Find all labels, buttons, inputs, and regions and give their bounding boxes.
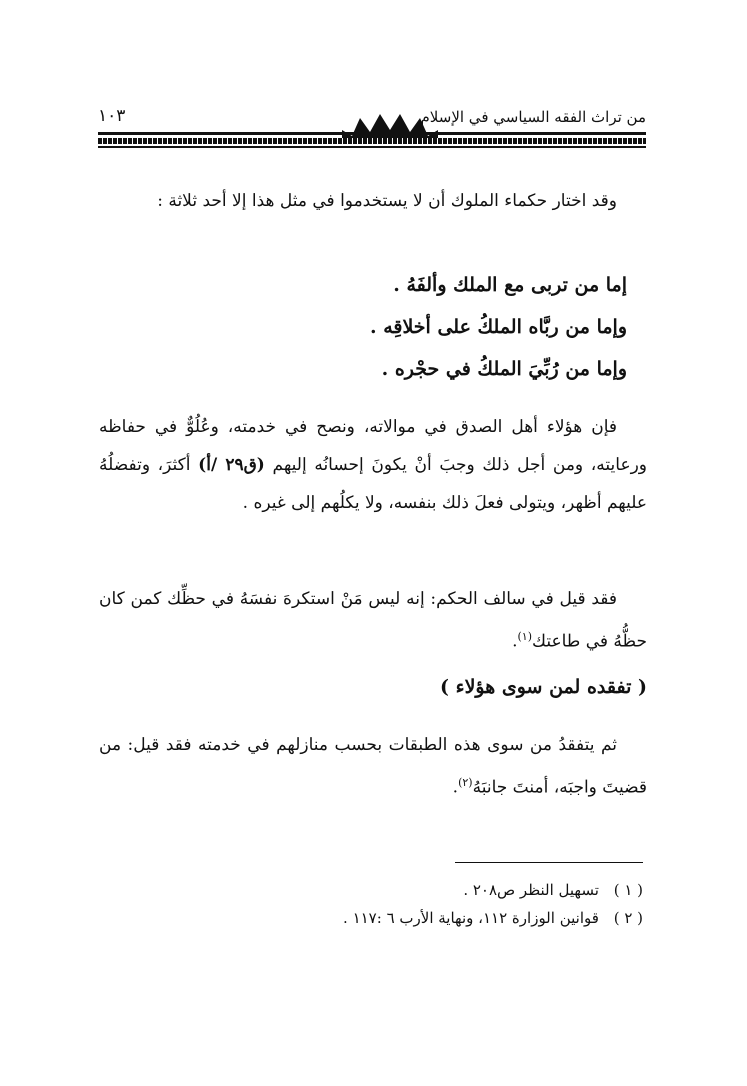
- footnote-number: ( ١ ): [613, 881, 643, 899]
- list-item: وإما من رُبِّيَ الملكُ في حجْره .: [381, 358, 627, 380]
- footnote-marker-2: (٢): [458, 776, 473, 789]
- paragraph-4-end: .: [452, 777, 459, 798]
- manuscript-folio-ref: (ق٢٩ /أ): [198, 455, 265, 475]
- paragraph-2: [99, 408, 647, 522]
- header-rule-top: [98, 132, 646, 135]
- page-number: ١٠٣: [98, 106, 126, 126]
- header-rule-bottom: [98, 146, 646, 148]
- header-title: من تراث الفقه السياسي في الإسلام: [420, 108, 646, 126]
- section-heading: ( تفقده لمن سوى هؤلاء ): [440, 676, 647, 698]
- footnote: [83, 904, 643, 932]
- paragraph-4-text: ثم يتفقدُ من سوى هذه الطبقات بحسب منازلهم في خدمته فقد قيل: من قضيتَ واجبَه، أمنتَ جانبَهُ: [99, 735, 647, 798]
- paragraph-3: [99, 580, 647, 661]
- footnote: [83, 876, 643, 904]
- list-item: إما من تربى مع الملك وألفَهُ .: [393, 274, 627, 296]
- paragraph-1: وقد اختار حكماء الملوك أن لا يستخدموا في مثل هذا إلا أحد ثلاثة :: [157, 191, 617, 211]
- paragraph-2-tail: أكثرَ، وتفضلُهُ عليهم أظهر، ويتولى فعلَ ذلك بنفسه، ولا يكلُهم إلى غيره .: [99, 455, 647, 513]
- paragraph-3-text: فقد قيل في سالف الحكم: إنه ليس مَنْ استكرهَ نفسَهُ في حظِّك كمن كان حظُّهُ في طاعتك: [99, 589, 647, 652]
- footnote-separator: [455, 862, 643, 863]
- footnote-text: قوانين الوزارة ١١٢، ونهاية الأرب ٦ :١١٧ .: [343, 909, 599, 927]
- footnote-number: ( ٢ ): [613, 909, 643, 927]
- footnote-marker-1: (١): [517, 630, 533, 643]
- list-item: وإما من ربَّاه الملكُ على أخلاقِه .: [369, 316, 627, 338]
- footnote-text: تسهيل النظر ص٢٠٨ .: [463, 881, 599, 899]
- header-rule-ornament: [98, 138, 646, 144]
- footnotes: [83, 876, 643, 932]
- paragraph-2-text: فإن هؤلاء أهل الصدق في موالاته، ونصح في خدمته، وعُلُوٌّ في حفاظه ورعايته، ومن أجل ذلك وجبَ أنْ يكونَ إحسانُه إليهم: [99, 417, 648, 475]
- paragraph-3-end: .: [512, 631, 518, 652]
- paragraph-4: [99, 726, 647, 807]
